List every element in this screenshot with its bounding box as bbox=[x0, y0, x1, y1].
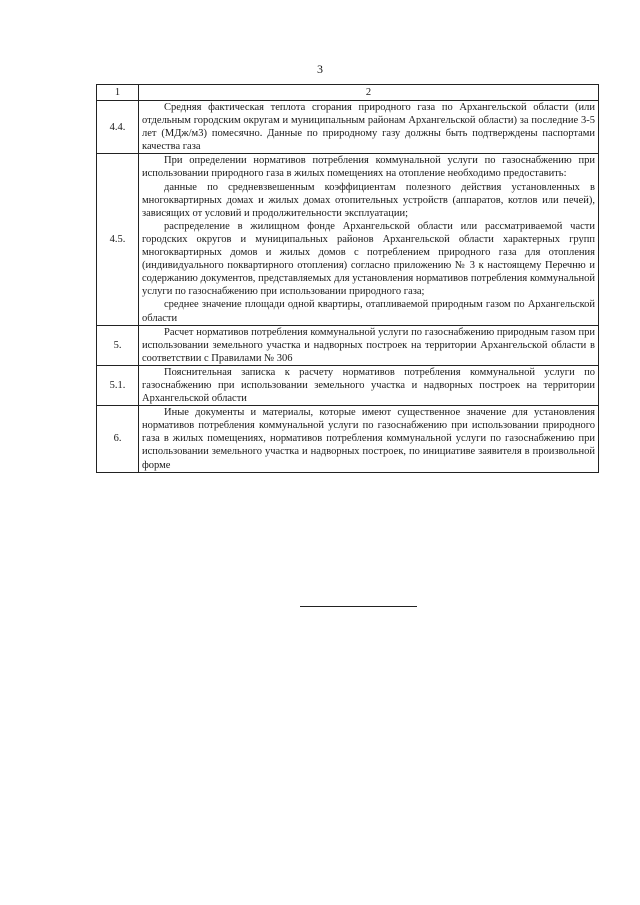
closing-rule bbox=[300, 606, 417, 607]
row-content bbox=[139, 325, 599, 365]
row-content bbox=[139, 365, 599, 405]
table-header-row bbox=[97, 85, 599, 101]
row-paragraph: Средняя фактическая теплота сгорания природного газа по Архангельской области (или отдельным городским округам и муниципальным районам Архангельской области) за последние 3-5 лет (МДж/м3) помесячно. Данные по природному газу должны быть подтверждены паспортами качества газа bbox=[142, 102, 595, 153]
row-paragraph: распределение в жилищном фонде Архангельской области или рассматриваемой части городских округов и муниципальных районов Архангельской области характерных групп многоквартирных домов и жилых домов с потреблением природного газа для отопления (индивидуального поквартирного отопления) согласно приложению № 3 к настоящему Перечню и содержанию документов, представляемых для установления нормативов потребления коммунальной услуги по газоснабжению при использовании природного газа; bbox=[142, 220, 595, 298]
page-number: 3 bbox=[317, 62, 323, 76]
row-number: 4.5. bbox=[97, 154, 139, 325]
table-row bbox=[97, 101, 599, 154]
row-number: 5. bbox=[97, 325, 139, 365]
row-paragraph: Расчет нормативов потребления коммунальной услуги по газоснабжению природным газом при использовании земельного участка и надворных построек на территории Архангельской области в соответствии с Правилами № 306 bbox=[142, 326, 595, 364]
row-paragraph: Пояснительная записка к расчету нормативов потребления коммунальной услуги по газоснабжению при использовании земельного участка и надворных построек на территории Архангельской области bbox=[142, 366, 595, 405]
row-number: 6. bbox=[97, 406, 139, 472]
row-number: 5.1. bbox=[97, 365, 139, 405]
row-number: 4.4. bbox=[97, 101, 139, 154]
table-row bbox=[97, 406, 599, 472]
row-paragraph: среднее значение площади одной квартиры, отапливаемой природным газом по Архангельской области bbox=[142, 299, 595, 324]
documents-table bbox=[96, 84, 599, 473]
table-row bbox=[97, 154, 599, 325]
header-cell-number: 1 bbox=[97, 85, 139, 101]
table-row bbox=[97, 325, 599, 365]
table-row bbox=[97, 365, 599, 405]
row-paragraph: данные по средневзвешенным коэффициентам полезного действия установленных в многоквартирных домах и жилых домах отопительных устройств (аппаратов, котлов или печей), зависящих от условий и продолжительности эксплуатации; bbox=[142, 181, 595, 219]
row-content bbox=[139, 154, 599, 325]
row-content bbox=[139, 406, 599, 472]
row-content bbox=[139, 101, 599, 154]
row-paragraph: Иные документы и материалы, которые имеют существенное значение для установления нормативов потребления коммунальной услуги по газоснабжению при использовании природного газа в жилых помещениях, нормативов потребления коммунальной услуги по газоснабжению при использовании земельного участка и надворных построек, по инициативе заявителя в произвольной форме bbox=[142, 407, 595, 471]
row-paragraph: При определении нормативов потребления коммунальной услуги по газоснабжению при использовании природного газа в жилых помещениях на отопление необходимо предоставить: bbox=[142, 155, 595, 180]
header-cell-content: 2 bbox=[139, 85, 599, 101]
